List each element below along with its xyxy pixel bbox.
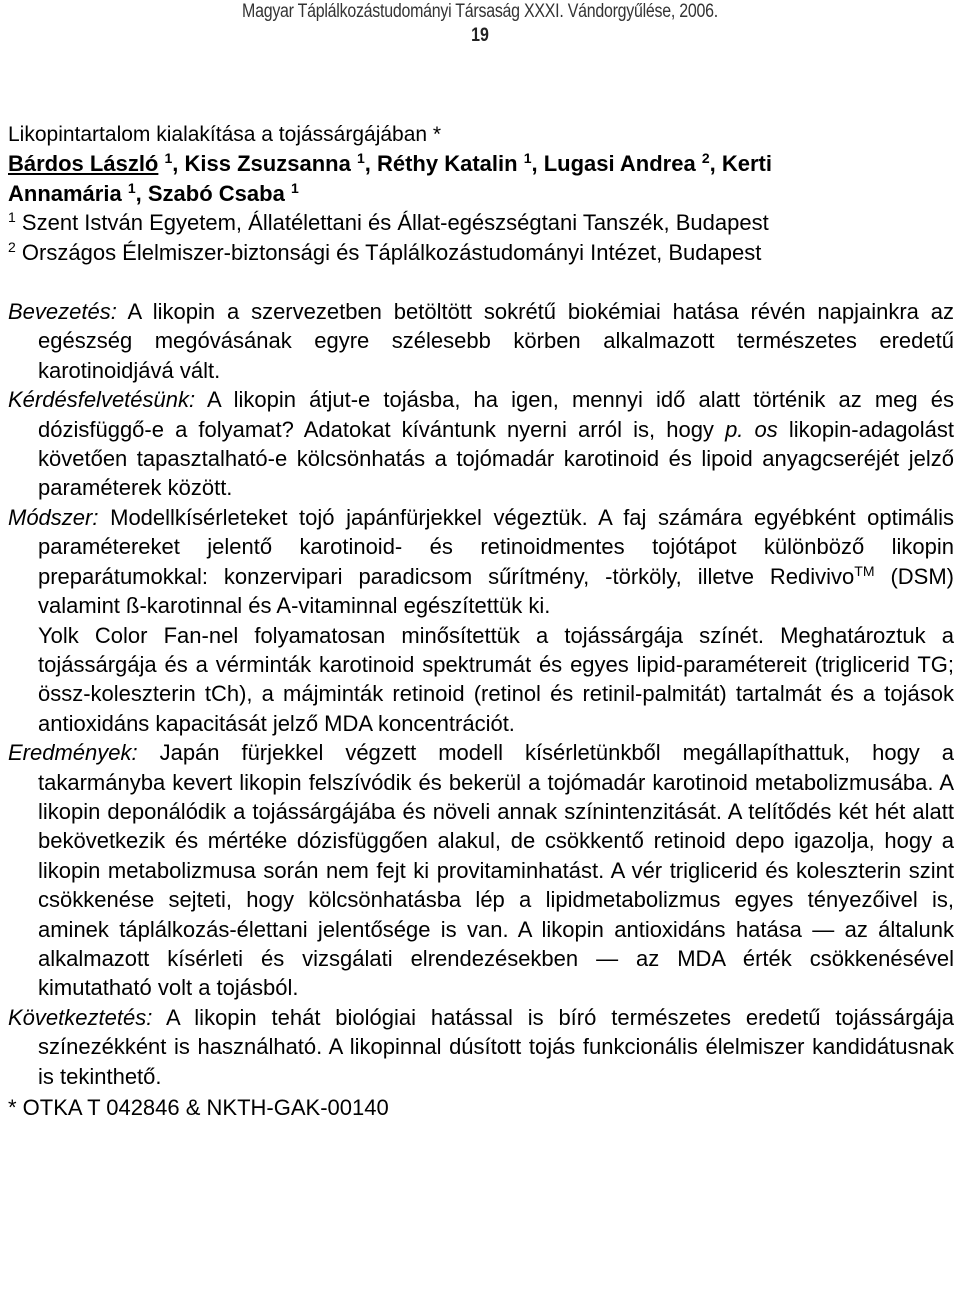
intro-label: Bevezetés: (8, 299, 117, 325)
author-bardos: Bárdos László (8, 151, 159, 177)
author-rethy-affil: 1 (523, 150, 532, 167)
results-text: Japán fürjekkel végzett modell kísérletünkből megállapíthattuk, hogy a takarmányba kevert likopin felszívódik és bekerül a tojómadár karotinoid metabolizmusába. A likopin deponálódik a tojássárgájába és növeli annak színintenzitását. A telítődés két hét alatt bekövetkezik és mértéke dózisfüggően alakul, de csökkentő retinoid depo igazolja, hogy a likopin metabolizmusa során nem fejt ki provitaminhatást. A vér triglicerid és koleszterin szint csökkenése sejteti, hogy kölcsönhatásba lép a lipidmetabolizmus egyes tényezőivel is, aminek táplálkozás-élettani jelentősége is van. A likopin antioxidáns hatása — az általunk alkalmazott kísérleti és vizsgálati elrendezésekben — az MDA érték csökkenésével kimutatható volt a tojásból. (38, 740, 954, 1001)
author-kerti-affil: 1 (127, 179, 136, 196)
funding-footnote: * OTKA T 042846 & NKTH-GAK-00140 (8, 1095, 389, 1120)
method-text-a: Modellkísérleteket tojó japánfürjekkel végeztük. A faj számára egyébként optimális paramétereket jelentő karotinoid- és retinoidmentes tojótápot különböző likopin preparátumokkal: konzervipari paradicsom sűrítmény, -törköly, illetve Redivivo (38, 504, 954, 589)
method-paragraph (8, 503, 954, 621)
intro-text: A likopin a szervezetben betöltött sokrétű biokémiai hatása révén napjainkra az egészség megóvásának egyre szélesebb körben alkalmazott természetes eredetű karotinoidjává vált. (38, 299, 954, 383)
page-number: 19 (471, 25, 489, 46)
author-kiss: Kiss Zsuzsanna (184, 151, 351, 177)
question-text-b: likopin-adagolást követően tapasztalható-e kölcsönhatás a tojómadár karotinoid és lipoid anyagcseréjét jelző paraméterek között. (38, 416, 954, 501)
section-gap (8, 267, 954, 297)
author-rethy: Réthy Katalin (376, 151, 518, 177)
author-lugasi: Lugasi Andrea (543, 151, 696, 177)
affiliation-1-number: 1 (8, 209, 16, 226)
question-italic: p. os (725, 416, 778, 442)
affiliation-2-text: Országos Élelmiszer-biztonsági és Táplálkozástudományi Intézet, Budapest (21, 239, 762, 265)
affiliation-1-text: Szent István Egyetem, Állatélettani és Állat-egészségtani Tanszék, Budapest (21, 210, 769, 236)
affiliation-2-number: 2 (8, 238, 16, 255)
method-continuation: Yolk Color Fan-nel folyamatosan minősítettük a tojássárgája színét. Meghatároztuk a tojássárgája és a vérminták karotinoid spektrumát és egyes lipid-paramétereit (triglicerid TG; össz-koleszterin tCh), a májminták retinoid (retinol és retinil-palmitát) tartalmát és a tojások antioxidáns kapacitását jelző MDA koncentrációt. (38, 622, 954, 736)
author-kerti-second: Annamária (8, 180, 122, 206)
intro-paragraph (8, 297, 954, 385)
conclusion-paragraph (8, 1003, 954, 1091)
conclusion-text: A likopin tehát biológiai hatással is bíró természetes eredetű tojássárgája színezékként is használható. A likopinnal dúsított tojás funkcionális élelmiszer kandidátusnak is tekinthető. (38, 1004, 955, 1089)
author-bardos-affil: 1 (164, 150, 173, 167)
question-label: Kérdésfelvetésünk: (8, 387, 196, 413)
results-label: Eredmények: (8, 740, 138, 766)
author-szabo-affil: 1 (290, 179, 299, 196)
question-text-a: A likopin átjut-e tojásba, ha igen, mennyi idő alatt történik az meg és dózisfüggő-e a folyamat? Adatokat kívántunk nyerni arról is, hogy (38, 387, 955, 442)
author-szabo: Szabó Csaba (147, 180, 285, 206)
affiliation-1 (8, 208, 954, 237)
author-list: Bárdos László $^1$, Kiss Zsuzsanna $^1$, Réthy Katalin $^1$, Lugasi Andrea $^2$, Kerti Annamária $^1$, Szabó Csaba $^1$ (8, 150, 772, 206)
conclusion-label: Következtetés: (8, 1004, 153, 1030)
question-paragraph (8, 385, 954, 503)
trademark-sup: TM (854, 562, 875, 579)
author-kiss-affil: 1 (356, 150, 365, 167)
method-label: Módszer: (8, 504, 99, 530)
running-header: Magyar Táplálkozástudományi Társaság XXXI. Vándorgyűlése, 2006. (242, 1, 718, 22)
affiliation-2 (8, 238, 954, 267)
author-kerti-first: Kerti (721, 151, 772, 177)
article-title: Likopintartalom kialakítása a tojássárgájában * (8, 123, 442, 146)
method-text-b: (DSM) valamint ß-karotinnal és A-vitaminnal egészítettük ki. (38, 563, 954, 619)
author-lugasi-affil: 2 (701, 150, 710, 167)
article (8, 120, 954, 1122)
results-paragraph (8, 738, 954, 1003)
